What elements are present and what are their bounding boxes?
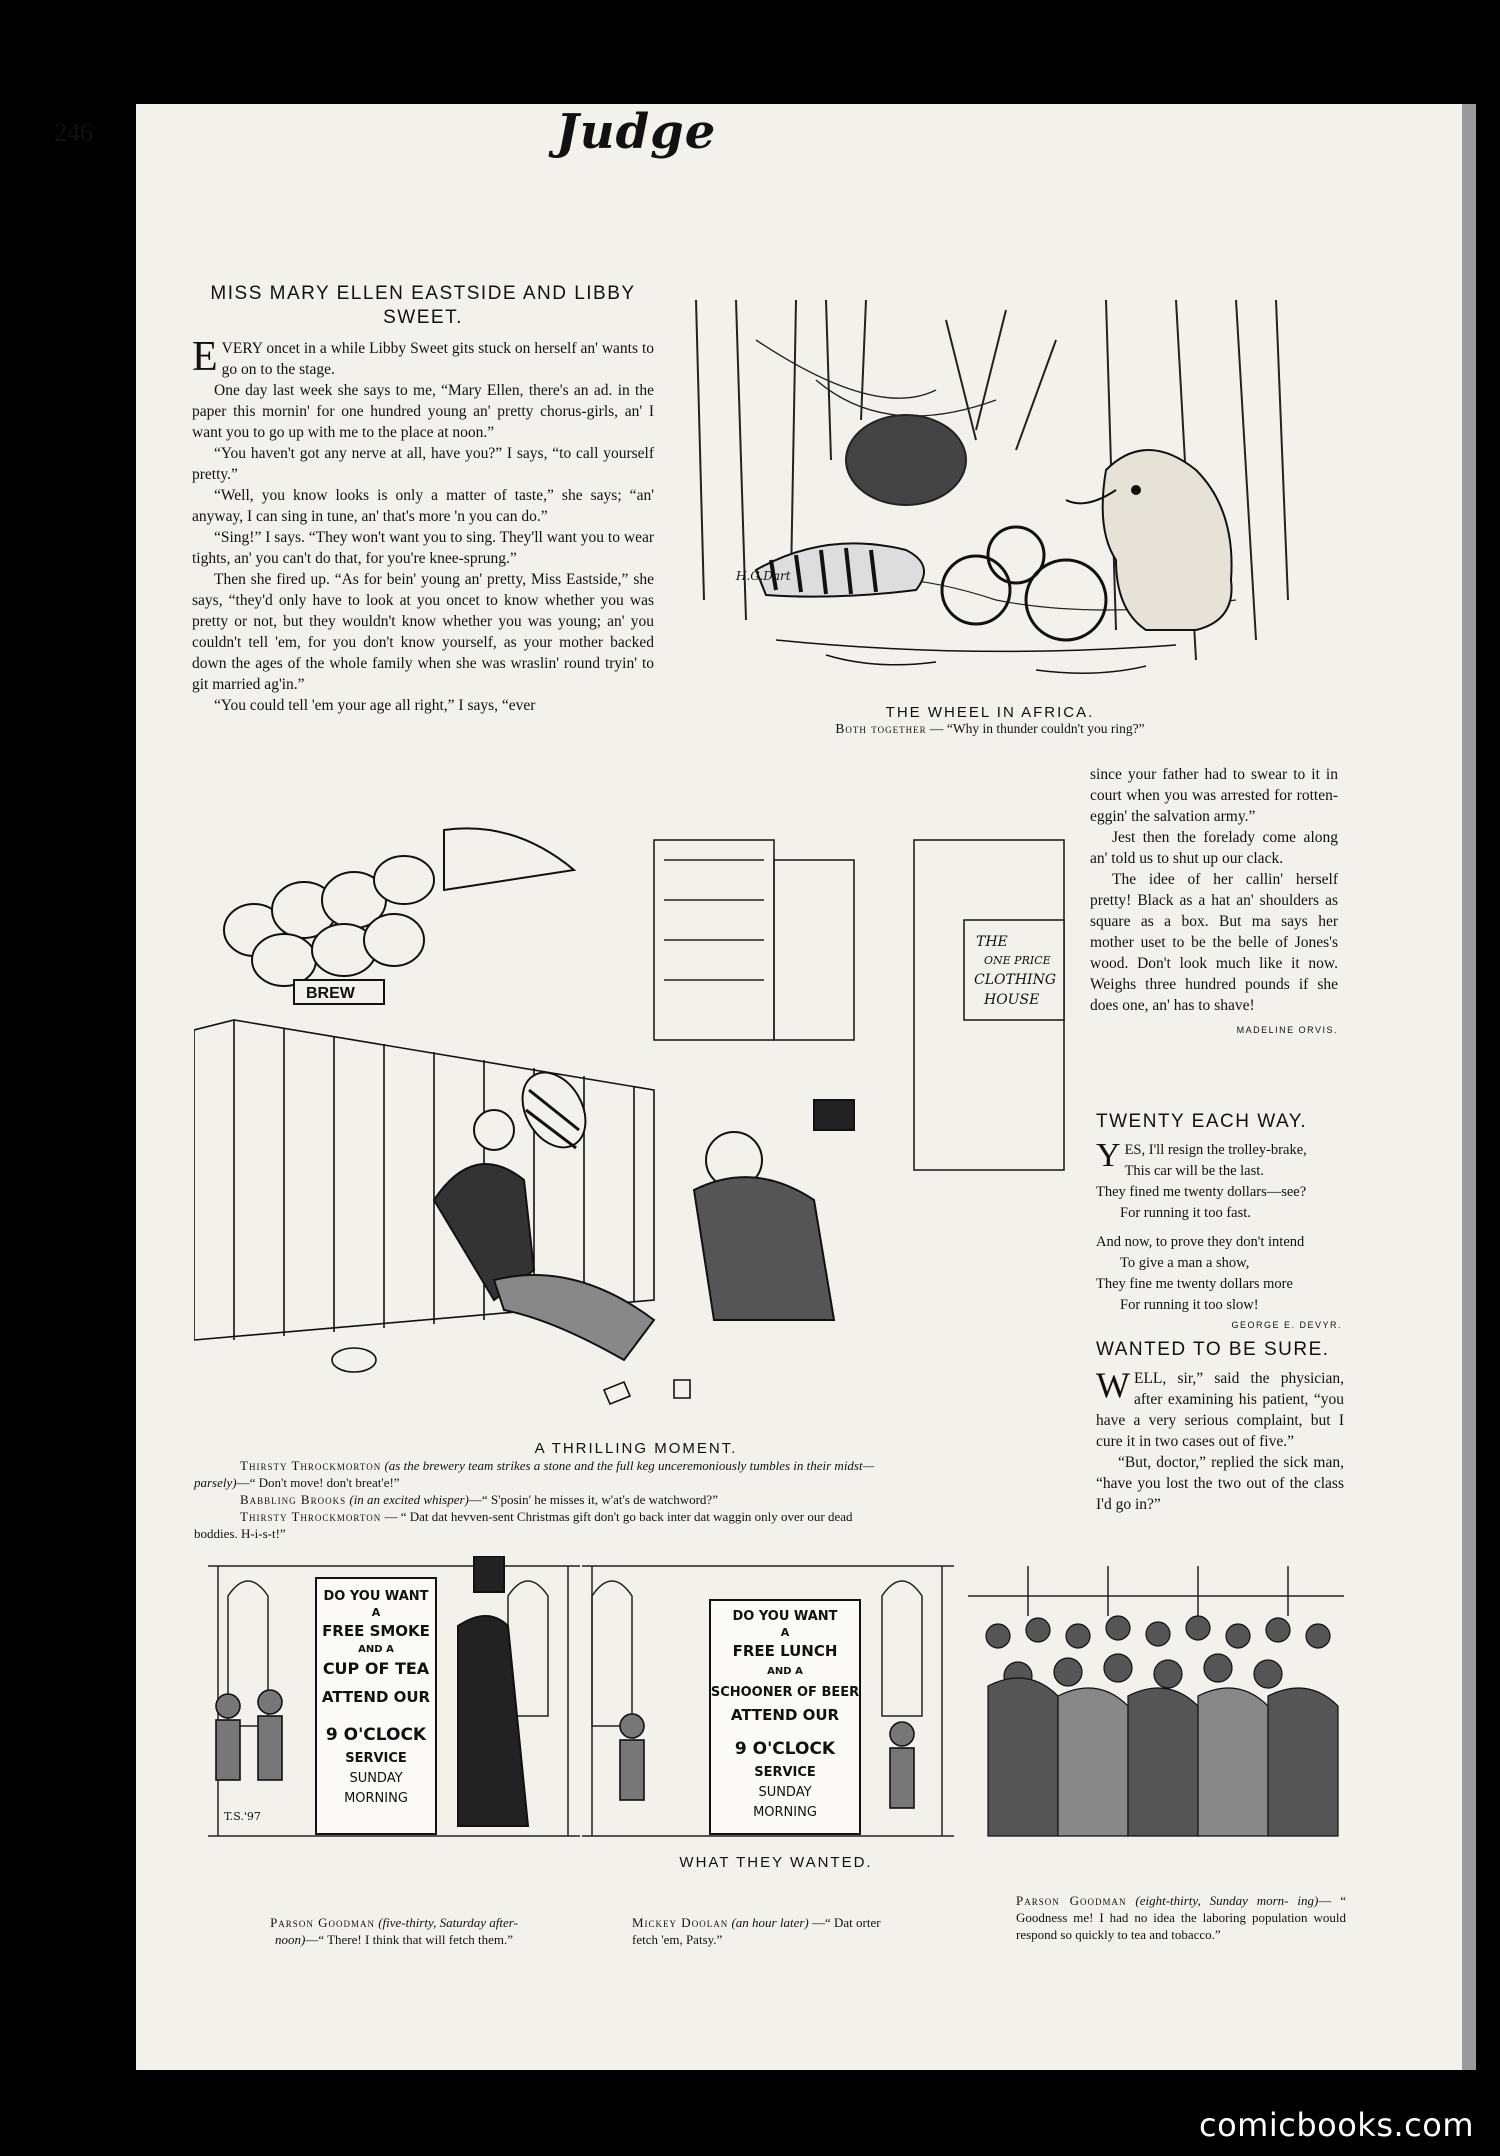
svg-text:AND A: AND A xyxy=(767,1666,803,1677)
speaker: Babbling Brooks xyxy=(240,1492,347,1507)
dialogue-line xyxy=(194,1474,1078,1491)
svg-text:SCHOONER OF BEER: SCHOONER OF BEER xyxy=(710,1685,860,1700)
story-paragraph: The idee of her callin' herself pretty! Black as a hat an' shoulders as square as a box. But ma says her mother uset to be the belle of Jones's wood. Don't look much like it now. Weighs three hundred pounds if she does one, an' has to shave! xyxy=(1090,871,1338,1014)
svg-text:MORNING: MORNING xyxy=(344,1791,408,1806)
svg-text:AND A: AND A xyxy=(358,1644,394,1655)
svg-text:ATTEND OUR: ATTEND OUR xyxy=(321,1688,431,1706)
story-continued xyxy=(1090,764,1338,1041)
poem-line: This car will be the last. xyxy=(1124,1163,1264,1179)
story-title: MISS MARY ELLEN EASTSIDE AND LIBBY SWEET. xyxy=(210,283,636,328)
svg-text:MORNING: MORNING xyxy=(753,1805,817,1820)
story-title: WANTED TO BE SURE. xyxy=(1096,1339,1330,1360)
caption-panel-3 xyxy=(1016,1892,1346,1943)
svg-text:FREE LUNCH: FREE LUNCH xyxy=(732,1642,838,1660)
page-number: 246 xyxy=(54,118,93,147)
cartoon-title: A THRILLING MOMENT. xyxy=(534,1440,738,1457)
stage-direction: (in an excited whisper) xyxy=(349,1492,469,1507)
dialogue-text: fetch 'em, Patsy.” xyxy=(632,1932,723,1947)
dialogue-text: — “ Dat dat hevven-sent Christmas gift don't go back inter dat waggin only over our dead xyxy=(384,1509,853,1524)
story-paragraph: “You haven't got any nerve at all, have you?” I says, “to call yourself pretty.” xyxy=(192,445,654,483)
speaker: Parson Goodman xyxy=(1016,1893,1127,1908)
story-paragraph: Then she fired up. “As for bein' young an' pretty, Miss Eastside,” she says, “they'd only have to look at you oncet to know whether you was pretty or not, but they wouldn't know whether you was young; an' you couldn't tell 'em, for you don't know yourself, as your mother backed down the ages of the whole family when she was wraslin' round tryin' to git married ag'in.” xyxy=(192,571,654,693)
cartoon-dialogue xyxy=(676,721,1304,737)
caption-wheel-in-africa xyxy=(676,704,1304,737)
dialogue-line xyxy=(194,1525,1078,1542)
story-paragraph: Jest then the forelady come along an' told us to shut up our clack. xyxy=(1090,829,1338,867)
story-paragraph: “You could tell 'em your age all right,” I says, “ever xyxy=(214,697,536,714)
dialogue-text: “Why in thunder couldn't you ring?” xyxy=(946,721,1145,736)
brewery-sign: BREW xyxy=(306,985,355,1002)
dialogue-text: —“ Don't move! don't breat'e!” xyxy=(236,1475,400,1490)
speaker: Both together xyxy=(835,721,927,736)
speaker: Mickey Doolan xyxy=(632,1915,729,1930)
stage-direction: parsely) xyxy=(194,1475,237,1490)
poem-line: And now, to prove they don't intend xyxy=(1096,1234,1305,1250)
caption-thrilling-moment xyxy=(194,1440,1078,1542)
speaker: Thirsty Throckmorton xyxy=(240,1458,382,1473)
speaker: Thirsty Throckmorton xyxy=(240,1509,382,1524)
dialogue-text: — “ Goodness me! I had no idea the laboring population would respond so quickly to tea and tobacco.” xyxy=(1016,1893,1346,1942)
svg-text:FREE SMOKE: FREE SMOKE xyxy=(322,1622,430,1640)
poem-line: They fine me twenty dollars more xyxy=(1096,1276,1293,1292)
author-signature: MADELINE ORVIS. xyxy=(1236,1025,1338,1035)
drop-cap: W xyxy=(1096,1365,1130,1405)
poem-twenty-each-way xyxy=(1096,1110,1342,1330)
cartoon-title: THE WHEEL IN AFRICA. xyxy=(885,704,1095,721)
story-paragraph: since your father had to swear to it in court when you was arrested for rotten-eggin' the salvation army.” xyxy=(1090,766,1338,825)
poem-line: They fined me twenty dollars—see? xyxy=(1096,1184,1307,1200)
svg-text:CLOTHING: CLOTHING xyxy=(974,972,1056,988)
svg-text:SUNDAY: SUNDAY xyxy=(758,1785,812,1800)
stage-direction: (five-thirty, Saturday after- xyxy=(378,1915,518,1930)
stage-direction: (as the brewery team strikes a stone and the full keg unceremoniously tumbles in their midst— xyxy=(384,1458,875,1473)
author-signature: GEORGE E. DEVYR. xyxy=(1231,1320,1342,1330)
poem-line: For running it too slow! xyxy=(1120,1297,1259,1313)
svg-text:A: A xyxy=(371,1606,381,1619)
poem-line: For running it too fast. xyxy=(1120,1205,1251,1221)
dialogue-line xyxy=(194,1491,1078,1508)
panel-free-lunch xyxy=(582,1556,954,1846)
magazine-logo: Judge xyxy=(556,104,717,160)
story-paragraph: One day last week she says to me, “Mary Ellen, there's an ad. in the paper this mornin' for one hundred young an' pretty chorus-girls, an' I want you to go up with me to the place at noon.” xyxy=(192,382,654,441)
dialogue-line xyxy=(194,1457,1078,1474)
dialogue-text: boddies. H-i-s-t!” xyxy=(194,1526,286,1541)
svg-text:HOUSE: HOUSE xyxy=(984,992,1040,1008)
caption-panel-2 xyxy=(632,1914,962,1948)
story-wanted-to-be-sure xyxy=(1096,1338,1344,1515)
speaker: Parson Goodman xyxy=(270,1915,375,1930)
svg-text:SUNDAY: SUNDAY xyxy=(349,1771,403,1786)
artist-signature: H.G.Dart xyxy=(736,569,791,583)
cartoon-title-what-they-wanted: WHAT THEY WANTED. xyxy=(679,1854,873,1871)
svg-text:ATTEND OUR: ATTEND OUR xyxy=(730,1706,840,1724)
svg-text:CUP OF TEA: CUP OF TEA xyxy=(322,1659,430,1678)
svg-text:THE: THE xyxy=(976,934,1008,950)
caption-panel-1 xyxy=(208,1914,580,1948)
watermark: comicbooks.com xyxy=(1198,2106,1474,2144)
svg-text:9 O'CLOCK: 9 O'CLOCK xyxy=(734,1739,836,1759)
panel-free-smoke xyxy=(208,1556,580,1846)
illustration-thrilling-moment xyxy=(194,800,1076,1440)
illustration-wheel-in-africa xyxy=(676,300,1304,688)
dialogue-text: —“ Dat orter xyxy=(811,1915,881,1930)
svg-text:9 O'CLOCK: 9 O'CLOCK xyxy=(325,1725,427,1745)
page-edge xyxy=(1462,104,1476,2070)
svg-text:SERVICE: SERVICE xyxy=(754,1765,816,1780)
dialogue-line xyxy=(194,1508,1078,1525)
panel-crowd xyxy=(968,1556,1344,1846)
poem-title: TWENTY EACH WAY. xyxy=(1096,1111,1308,1132)
story-miss-mary-ellen xyxy=(192,282,654,716)
stage-direction: noon) xyxy=(274,1932,306,1947)
artist-signature: T.S.'97 xyxy=(224,1810,261,1823)
stage-direction: (eight-thirty, Sunday morn- xyxy=(1135,1893,1289,1908)
dialogue-text: —“ There! I think that will fetch them.” xyxy=(305,1932,514,1947)
svg-text:SERVICE: SERVICE xyxy=(345,1751,407,1766)
poem-line: To give a man a show, xyxy=(1120,1255,1250,1271)
poem-line: ES, I'll resign the trolley-brake, xyxy=(1124,1142,1307,1158)
story-first-line: VERY oncet in a while Libby Sweet gits stuck on herself an' wants to go on to the stage. xyxy=(221,340,654,378)
story-paragraph: “But, doctor,” replied the sick man, “have you lost the two out of the class I'd go in?” xyxy=(1096,1454,1344,1513)
story-paragraph: “Well, you know looks is only a matter of taste,” she says; “an' anyway, I can sing in tune, an' that's more 'n you can do.” xyxy=(192,487,654,525)
svg-text:A: A xyxy=(780,1626,790,1639)
svg-text:DO YOU WANT: DO YOU WANT xyxy=(732,1609,838,1624)
stage-direction: ing) xyxy=(1297,1893,1319,1908)
story-paragraph: “Sing!” I says. “They won't want you to sing. They'll want you to wear tights, an' you can't do that, for you're knee-sprung.” xyxy=(192,529,654,567)
drop-cap: E xyxy=(192,334,218,380)
drop-cap: Y xyxy=(1096,1137,1121,1174)
story-first-line: ELL, sir,” said the physician, after examining his patient, “you have a very serious complaint, but I cure it in two cases out of five.” xyxy=(1096,1370,1344,1450)
svg-text:ONE PRICE: ONE PRICE xyxy=(984,954,1051,967)
stage-direction: (an hour later) xyxy=(731,1915,809,1930)
dialogue-text: —“ S'posin' he misses it, w'at's de watchword?” xyxy=(468,1492,718,1507)
svg-text:DO YOU WANT: DO YOU WANT xyxy=(323,1589,429,1604)
dialogue-dash: — xyxy=(929,721,947,736)
